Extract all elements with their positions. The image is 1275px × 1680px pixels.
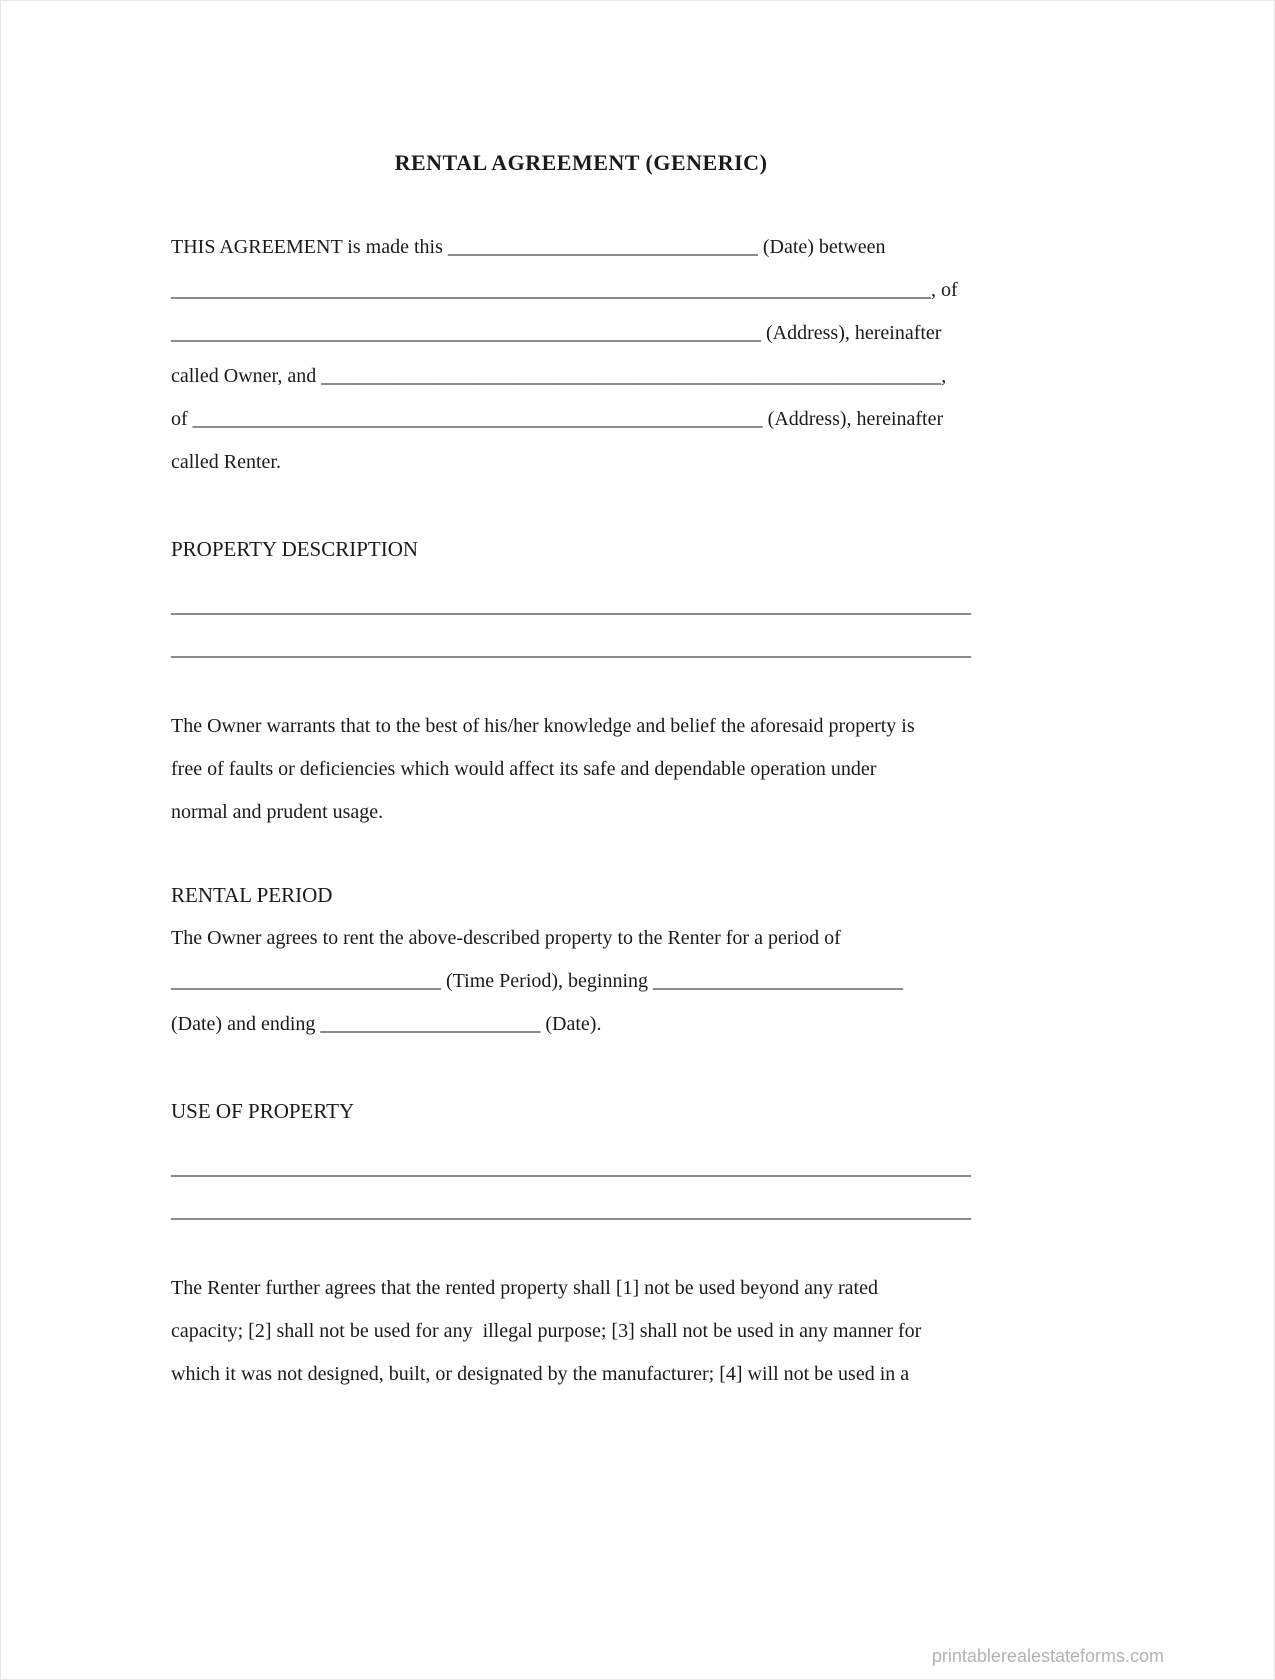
warranty-line: The Owner warrants that to the best of his/her knowledge and belief the aforesaid property is bbox=[171, 715, 915, 737]
intro-line: THIS AGREEMENT is made this _______________________________ (Date) between bbox=[171, 236, 886, 258]
rental-period-heading: RENTAL PERIOD bbox=[171, 883, 333, 907]
warranty-line: free of faults or deficiencies which would affect its safe and dependable operation under bbox=[171, 758, 877, 780]
rental-period-line: The Owner agrees to rent the above-described property to the Renter for a period of bbox=[171, 927, 841, 949]
property-description-heading: PROPERTY DESCRIPTION bbox=[171, 537, 419, 561]
renter-agrees-line: capacity; [2] shall not be used for any illegal purpose; [3] shall not be used in any manner for bbox=[171, 1320, 922, 1342]
intro-line: of _________________________________________________________ (Address), hereinafter bbox=[171, 408, 944, 430]
use-of-property-blanks bbox=[171, 1147, 1031, 1233]
document-content bbox=[171, 141, 1031, 1396]
rental-period-line: ___________________________ (Time Period), beginning _________________________ bbox=[171, 970, 904, 992]
warranty-paragraph bbox=[171, 705, 1031, 834]
property-description-blanks bbox=[171, 585, 1031, 671]
renter-agrees-line: The Renter further agrees that the rented property shall [1] not be used beyond any rated bbox=[171, 1277, 878, 1299]
warranty-line: normal and prudent usage. bbox=[171, 801, 384, 823]
renter-agrees-paragraph bbox=[171, 1267, 1031, 1396]
intro-line: called Renter. bbox=[171, 451, 281, 473]
footer-watermark: printablerealestateforms.com bbox=[931, 1646, 1164, 1666]
use-of-property-blank-line: ________________________________________________________________________________ bbox=[171, 1200, 971, 1222]
property-description-blank-line: ________________________________________________________________________________ bbox=[171, 638, 971, 660]
renter-agrees-line: which it was not designed, built, or designated by the manufacturer; [4] will not be used in a bbox=[171, 1363, 910, 1385]
property-description-blank-line: ________________________________________________________________________________ bbox=[171, 595, 971, 617]
intro-line: ___________________________________________________________ (Address), hereinafter bbox=[171, 322, 942, 344]
rental-period-paragraph bbox=[171, 917, 1031, 1046]
intro-line: called Owner, and ______________________________________________________________, bbox=[171, 365, 947, 387]
rental-period-line: (Date) and ending ______________________ (Date). bbox=[171, 1013, 602, 1035]
intro-paragraph bbox=[171, 226, 1031, 484]
use-of-property-blank-line: ________________________________________________________________________________ bbox=[171, 1157, 971, 1179]
use-of-property-heading: USE OF PROPERTY bbox=[171, 1099, 355, 1123]
document-title: RENTAL AGREEMENT (GENERIC) bbox=[394, 150, 768, 175]
intro-line: ____________________________________________________________________________, of bbox=[171, 279, 958, 301]
